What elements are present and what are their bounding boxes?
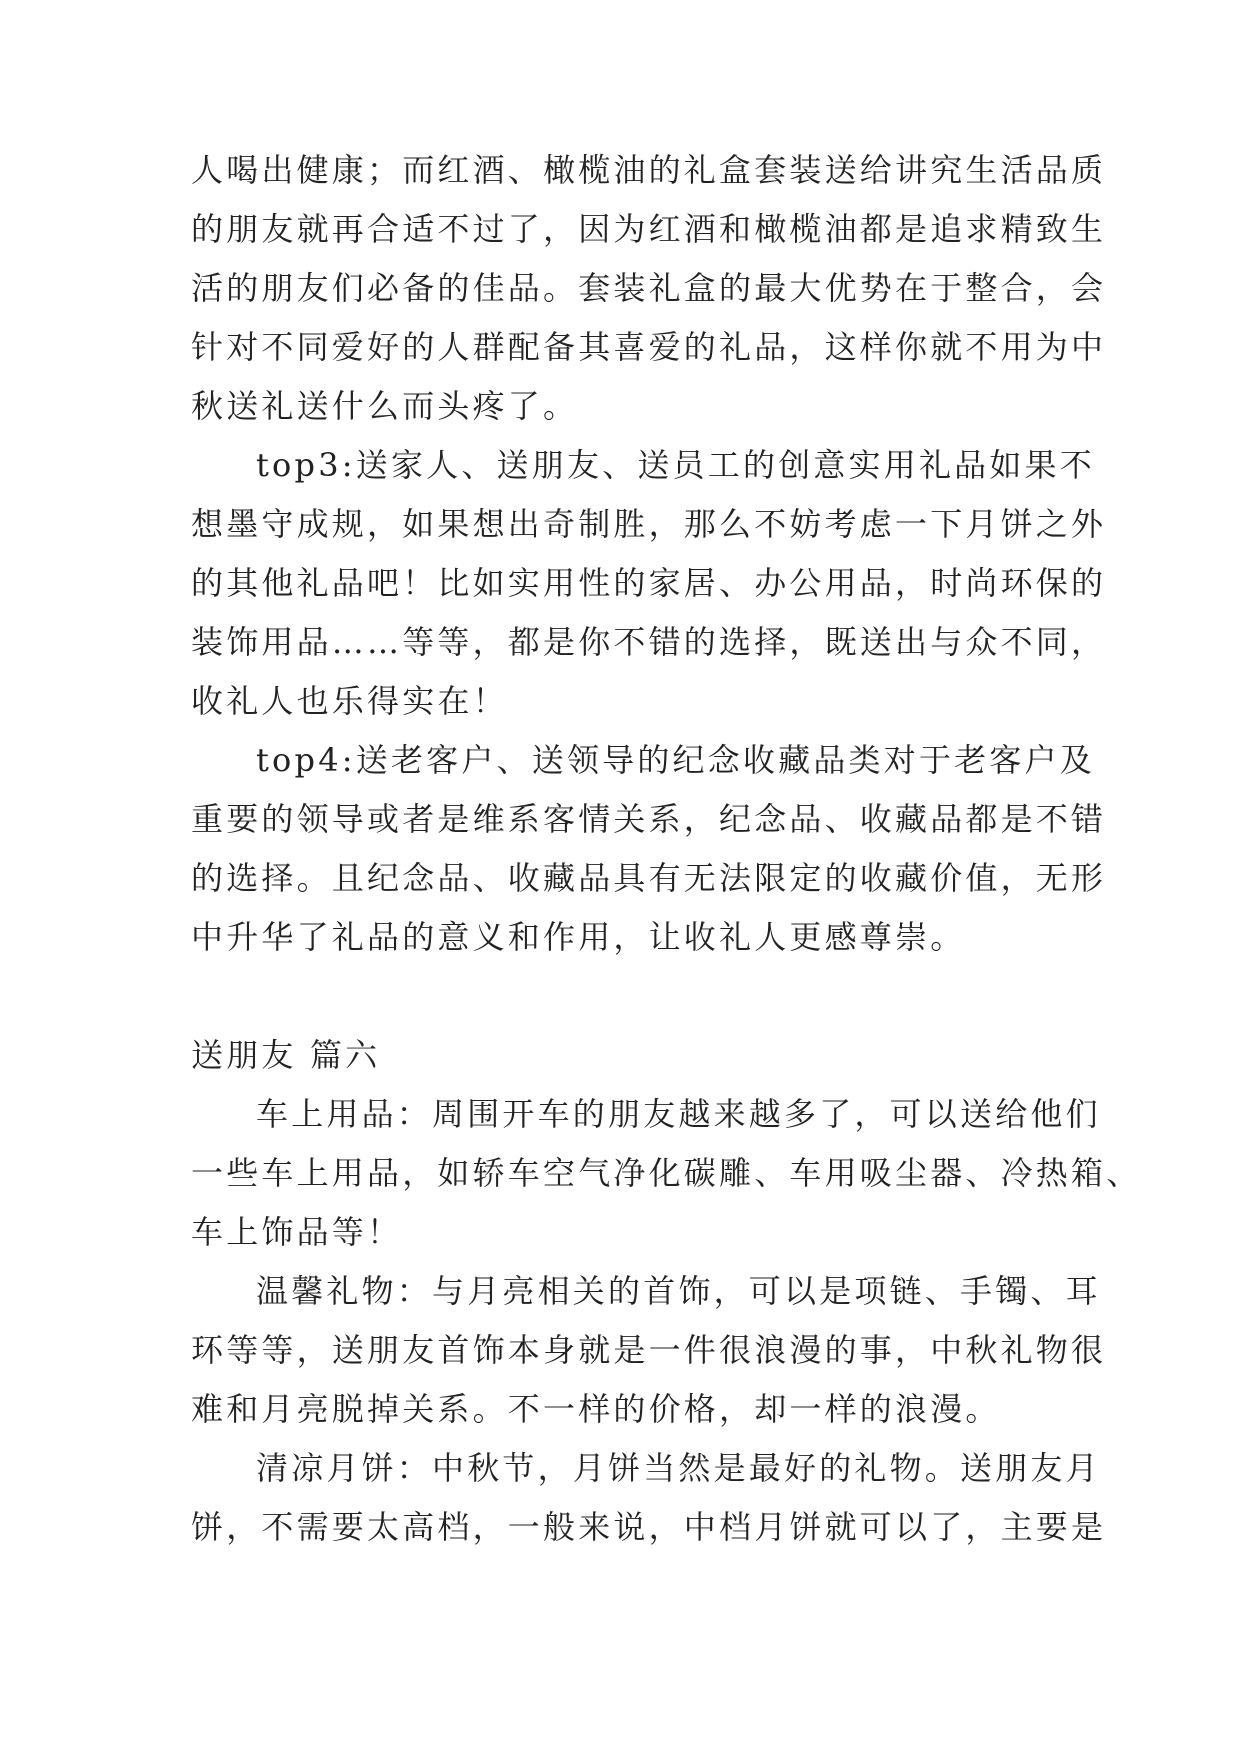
text-line: 针对不同爱好的人群配备其喜爱的礼品，这样你就不用为中	[191, 328, 1107, 366]
text-line: 车上饰品等！	[191, 1213, 403, 1251]
paragraph-start-top3: top3:送家人、送朋友、送员工的创意实用礼品如果不	[256, 446, 1095, 484]
text-line: 人喝出健康；而红酒、橄榄油的礼盒套装送给讲究生活品质	[191, 151, 1107, 189]
text-line: 收礼人也乐得实在！	[191, 682, 508, 720]
text-line: 难和月亮脱掉关系。不一样的价格，却一样的浪漫。	[191, 1390, 1001, 1428]
section-heading: 送朋友 篇六	[191, 1036, 381, 1074]
paragraph-start-mooncakes: 清凉月饼：中秋节，月饼当然是最好的礼物。送朋友月	[256, 1449, 1101, 1487]
text-line: 环等等，送朋友首饰本身就是一件很浪漫的事，中秋礼物很	[191, 1331, 1107, 1369]
paragraph-start-top4: top4:送老客户、送领导的纪念收藏品类对于老客户及	[256, 741, 1095, 779]
text-line: 的其他礼品吧！比如实用性的家居、办公用品，时尚环保的	[191, 564, 1107, 602]
text-line: 中升华了礼品的意义和作用，让收礼人更感尊崇。	[191, 918, 966, 956]
text-line: 的选择。且纪念品、收藏品具有无法限定的收藏价值，无形	[191, 859, 1107, 897]
text-line: 装饰用品……等等，都是你不错的选择，既送出与众不同，	[191, 623, 1107, 661]
text-line: 活的朋友们必备的佳品。套装礼盒的最大优势在于整合，会	[191, 269, 1107, 307]
text-line: 饼，不需要太高档，一般来说，中档月饼就可以了，主要是	[191, 1508, 1107, 1546]
text-line: 想墨守成规，如果想出奇制胜，那么不妨考虑一下月饼之外	[191, 505, 1107, 543]
paragraph-start-car-items: 车上用品：周围开车的朋友越来越多了，可以送给他们	[256, 1095, 1101, 1133]
text-line: 一些车上用品，如轿车空气净化碳雕、车用吸尘器、冷热箱、	[191, 1154, 1142, 1192]
text-line: 秋送礼送什么而头疼了。	[191, 387, 579, 425]
text-line: 的朋友就再合适不过了，因为红酒和橄榄油都是追求精致生	[191, 210, 1107, 248]
text-line: 重要的领导或者是维系客情关系，纪念品、收藏品都是不错	[191, 800, 1107, 838]
paragraph-start-warm-gifts: 温馨礼物：与月亮相关的首饰，可以是项链、手镯、耳	[256, 1272, 1101, 1310]
